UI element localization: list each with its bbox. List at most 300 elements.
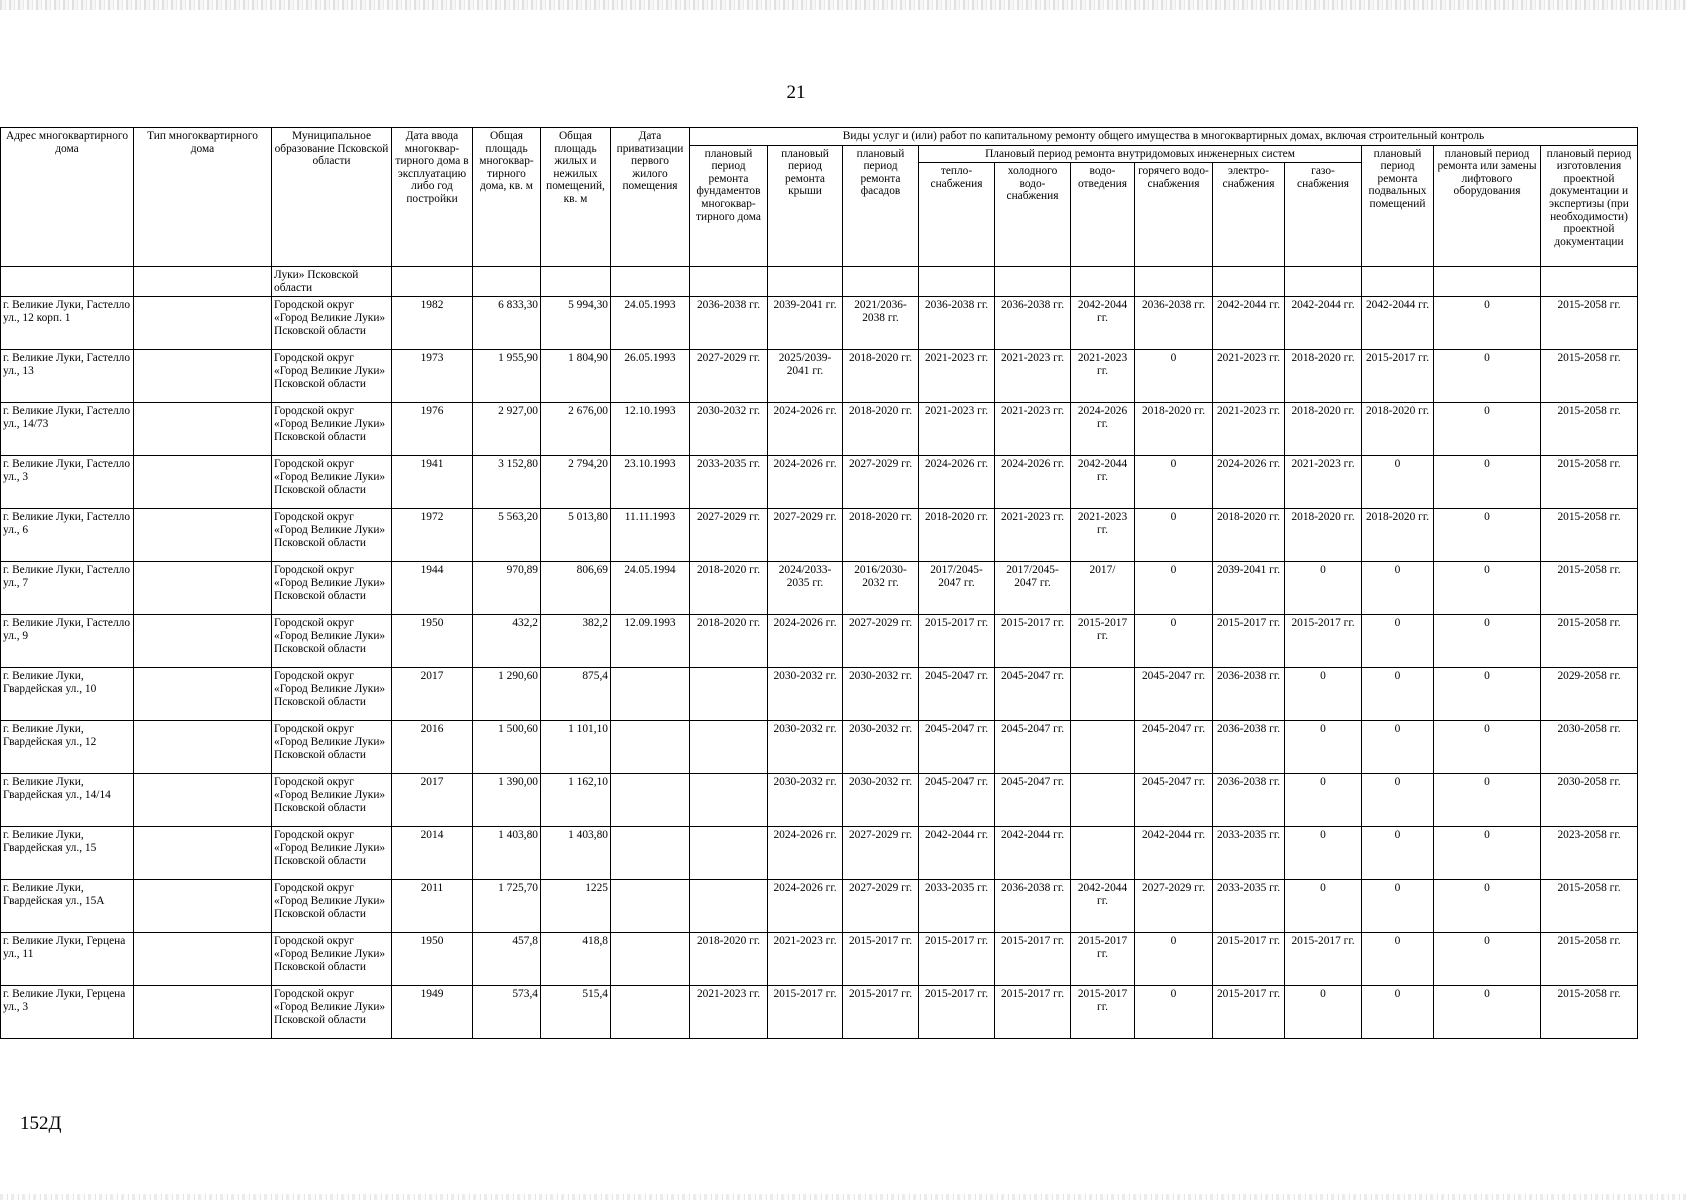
cell-municipality: Городской округ «Город Великие Луки» Псковской области bbox=[272, 509, 392, 562]
header-gas: газо-снабжения bbox=[1285, 163, 1362, 267]
cell-gas: 0 bbox=[1285, 880, 1362, 933]
cell-total-area: 1 500,60 bbox=[473, 721, 541, 774]
cell-cold-water: 2045-2047 гг. bbox=[995, 668, 1071, 721]
cell-drainage bbox=[1071, 827, 1135, 880]
cell-foundation: 2027-2029 гг. bbox=[690, 509, 768, 562]
cell-facade: 2027-2029 гг. bbox=[843, 615, 919, 668]
cell-elevator: 0 bbox=[1434, 562, 1541, 615]
cell-type bbox=[134, 456, 272, 509]
cell-drainage: 2015-2017 гг. bbox=[1071, 933, 1135, 986]
cell-cold-water: 2045-2047 гг. bbox=[995, 721, 1071, 774]
cell-facade: 2018-2020 гг. bbox=[843, 403, 919, 456]
cell-address: г. Великие Луки, Гвардейская ул., 12 bbox=[1, 721, 134, 774]
cell-total-area: 1 725,70 bbox=[473, 880, 541, 933]
cell-type bbox=[134, 403, 272, 456]
cell-elevator: 0 bbox=[1434, 880, 1541, 933]
cell-roof: 2024-2026 гг. bbox=[768, 615, 843, 668]
carryover-row bbox=[1, 267, 1638, 297]
cell-type bbox=[134, 668, 272, 721]
cell-residential-area: 1 162,10 bbox=[541, 774, 611, 827]
cell-hot-water: 0 bbox=[1135, 350, 1213, 403]
cell-address: г. Великие Луки, Гастелло ул., 7 bbox=[1, 562, 134, 615]
table-row bbox=[1, 562, 1638, 615]
cell-design: 2015-2058 гг. bbox=[1541, 615, 1638, 668]
table-row bbox=[1, 456, 1638, 509]
cell-electricity: 2036-2038 гг. bbox=[1213, 721, 1285, 774]
header-elevator: плановый период ремонта или замены лифтового оборудования bbox=[1434, 145, 1541, 267]
cell-year: 2017 bbox=[392, 668, 473, 721]
cell-foundation bbox=[690, 827, 768, 880]
cell-hot-water: 0 bbox=[1135, 615, 1213, 668]
cell-drainage: 2015-2017 гг. bbox=[1071, 615, 1135, 668]
cell-roof: 2024-2026 гг. bbox=[768, 880, 843, 933]
header-foundation: плановый период ремонта фундаментов многоквар-тирного дома bbox=[690, 145, 768, 267]
cell-residential-area: 875,4 bbox=[541, 668, 611, 721]
cell-total-area: 6 833,30 bbox=[473, 297, 541, 350]
cell-year: 1950 bbox=[392, 615, 473, 668]
cell-hot-water: 2045-2047 гг. bbox=[1135, 774, 1213, 827]
cell-cold-water: 2036-2038 гг. bbox=[995, 880, 1071, 933]
cell-heat: 2015-2017 гг. bbox=[919, 615, 995, 668]
cell-privatization: 12.10.1993 bbox=[611, 403, 690, 456]
cell-elevator: 0 bbox=[1434, 668, 1541, 721]
cell-total-area: 3 152,80 bbox=[473, 456, 541, 509]
cell-type bbox=[134, 562, 272, 615]
cell-municipality: Городской округ «Город Великие Луки» Псковской области bbox=[272, 721, 392, 774]
repair-schedule-table bbox=[0, 127, 1638, 1039]
cell-basement: 2015-2017 гг. bbox=[1362, 350, 1434, 403]
header-design-docs: плановый период изготовления проектной документации и экспертизы (при необходимости) проектной документации bbox=[1541, 145, 1638, 267]
cell-privatization: 26.05.1993 bbox=[611, 350, 690, 403]
cell-privatization bbox=[611, 827, 690, 880]
header-municipality: Муниципальное образование Псковской области bbox=[272, 128, 392, 267]
cell-gas: 2018-2020 гг. bbox=[1285, 403, 1362, 456]
cell-cold-water: 2015-2017 гг. bbox=[995, 933, 1071, 986]
cell-drainage: 2021-2023 гг. bbox=[1071, 350, 1135, 403]
cell-municipality: Городской округ «Город Великие Луки» Псковской области bbox=[272, 456, 392, 509]
cell-electricity: 2021-2023 гг. bbox=[1213, 403, 1285, 456]
cell-cold-water: 2021-2023 гг. bbox=[995, 509, 1071, 562]
cell-drainage: 2024-2026 гг. bbox=[1071, 403, 1135, 456]
table-row bbox=[1, 350, 1638, 403]
cell-address: г. Великие Луки, Гастелло ул., 9 bbox=[1, 615, 134, 668]
cell-privatization: 24.05.1993 bbox=[611, 297, 690, 350]
cell-cold-water: 2017/2045-2047 гг. bbox=[995, 562, 1071, 615]
page-number: 21 bbox=[786, 82, 806, 103]
cell-cold-water: 2021-2023 гг. bbox=[995, 403, 1071, 456]
cell-hot-water: 0 bbox=[1135, 933, 1213, 986]
cell-hot-water: 2018-2020 гг. bbox=[1135, 403, 1213, 456]
table-row bbox=[1, 827, 1638, 880]
cell-privatization bbox=[611, 986, 690, 1039]
cell-address: г. Великие Луки, Гастелло ул., 13 bbox=[1, 350, 134, 403]
cell-hot-water: 2045-2047 гг. bbox=[1135, 721, 1213, 774]
cell-municipality: Городской округ «Город Великие Луки» Псковской области bbox=[272, 615, 392, 668]
cell-residential-area: 5 994,30 bbox=[541, 297, 611, 350]
cell-drainage: 2042-2044 гг. bbox=[1071, 297, 1135, 350]
cell-hot-water: 0 bbox=[1135, 509, 1213, 562]
header-type: Тип многоквартирного дома bbox=[134, 128, 272, 267]
cell-foundation: 2021-2023 гг. bbox=[690, 986, 768, 1039]
cell-elevator: 0 bbox=[1434, 721, 1541, 774]
cell-roof: 2024-2026 гг. bbox=[768, 403, 843, 456]
cell-elevator: 0 bbox=[1434, 456, 1541, 509]
cell-roof: 2015-2017 гг. bbox=[768, 986, 843, 1039]
cell-total-area: 1 403,80 bbox=[473, 827, 541, 880]
cell-year: 1950 bbox=[392, 933, 473, 986]
table-row bbox=[1, 721, 1638, 774]
cell-foundation: 2033-2035 гг. bbox=[690, 456, 768, 509]
cell-residential-area: 2 794,20 bbox=[541, 456, 611, 509]
cell-type bbox=[134, 986, 272, 1039]
cell-design: 2015-2058 гг. bbox=[1541, 403, 1638, 456]
cell-address: г. Великие Луки, Гвардейская ул., 14/14 bbox=[1, 774, 134, 827]
cell-drainage: 2042-2044 гг. bbox=[1071, 880, 1135, 933]
table-row bbox=[1, 880, 1638, 933]
cell-type bbox=[134, 615, 272, 668]
cell-municipality: Городской округ «Город Великие Луки» Псковской области bbox=[272, 403, 392, 456]
cell-drainage bbox=[1071, 668, 1135, 721]
cell-electricity: 2015-2017 гг. bbox=[1213, 615, 1285, 668]
cell-design: 2023-2058 гг. bbox=[1541, 827, 1638, 880]
cell-heat: 2042-2044 гг. bbox=[919, 827, 995, 880]
cell-privatization bbox=[611, 933, 690, 986]
header-total-area: Общая площадь многоквар-тирного дома, кв. м bbox=[473, 128, 541, 267]
table-row bbox=[1, 986, 1638, 1039]
cell-elevator: 0 bbox=[1434, 350, 1541, 403]
cell-heat: 2045-2047 гг. bbox=[919, 721, 995, 774]
cell-heat: 2021-2023 гг. bbox=[919, 403, 995, 456]
cell-foundation: 2018-2020 гг. bbox=[690, 562, 768, 615]
header-residential-area: Общая площадь жилых и нежилых помещений, кв. м bbox=[541, 128, 611, 267]
cell-cold-water: 2045-2047 гг. bbox=[995, 774, 1071, 827]
cell-type bbox=[134, 509, 272, 562]
table-body bbox=[1, 267, 1638, 1039]
cell-year: 2011 bbox=[392, 880, 473, 933]
cell-cold-water: 2036-2038 гг. bbox=[995, 297, 1071, 350]
cell-total-area: 573,4 bbox=[473, 986, 541, 1039]
cell-heat: 2015-2017 гг. bbox=[919, 986, 995, 1039]
cell-roof: 2024/2033-2035 гг. bbox=[768, 562, 843, 615]
cell-heat: 2036-2038 гг. bbox=[919, 297, 995, 350]
cell-electricity: 2039-2041 гг. bbox=[1213, 562, 1285, 615]
cell-heat: 2018-2020 гг. bbox=[919, 509, 995, 562]
cell-residential-area: 806,69 bbox=[541, 562, 611, 615]
cell-basement: 0 bbox=[1362, 774, 1434, 827]
cell-facade: 2016/2030-2032 гг. bbox=[843, 562, 919, 615]
cell-municipality: Городской округ «Город Великие Луки» Псковской области bbox=[272, 668, 392, 721]
cell-facade: 2018-2020 гг. bbox=[843, 509, 919, 562]
cell-address: г. Великие Луки, Гастелло ул., 14/73 bbox=[1, 403, 134, 456]
cell-municipality: Городской округ «Город Великие Луки» Псковской области bbox=[272, 350, 392, 403]
cell-foundation bbox=[690, 668, 768, 721]
cell-residential-area: 1 804,90 bbox=[541, 350, 611, 403]
cell-gas: 2015-2017 гг. bbox=[1285, 933, 1362, 986]
scan-edge-top bbox=[0, 0, 1686, 10]
table-row bbox=[1, 668, 1638, 721]
cell-drainage bbox=[1071, 721, 1135, 774]
cell-hot-water: 0 bbox=[1135, 562, 1213, 615]
cell-hot-water: 0 bbox=[1135, 456, 1213, 509]
cell-total-area: 1 390,00 bbox=[473, 774, 541, 827]
cell-address: г. Великие Луки, Гастелло ул., 6 bbox=[1, 509, 134, 562]
cell-basement: 0 bbox=[1362, 562, 1434, 615]
cell-gas: 2015-2017 гг. bbox=[1285, 615, 1362, 668]
cell-elevator: 0 bbox=[1434, 774, 1541, 827]
header-facade: плановый период ремонта фасадов bbox=[843, 145, 919, 267]
cell-hot-water: 2036-2038 гг. bbox=[1135, 297, 1213, 350]
cell-total-area: 457,8 bbox=[473, 933, 541, 986]
cell-residential-area: 1225 bbox=[541, 880, 611, 933]
header-heat: тепло-снабжения bbox=[919, 163, 995, 267]
cell-drainage bbox=[1071, 774, 1135, 827]
cell-year: 1972 bbox=[392, 509, 473, 562]
cell-total-area: 1 955,90 bbox=[473, 350, 541, 403]
cell-heat: 2045-2047 гг. bbox=[919, 774, 995, 827]
cell-roof: 2021-2023 гг. bbox=[768, 933, 843, 986]
cell-residential-area: 1 101,10 bbox=[541, 721, 611, 774]
cell-design: 2015-2058 гг. bbox=[1541, 880, 1638, 933]
header-hot-water: горячего водо-снабжения bbox=[1135, 163, 1213, 267]
cell-electricity: 2033-2035 гг. bbox=[1213, 827, 1285, 880]
cell-year: 1941 bbox=[392, 456, 473, 509]
cell-municipality: Городской округ «Город Великие Луки» Псковской области bbox=[272, 297, 392, 350]
cell-facade: 2027-2029 гг. bbox=[843, 880, 919, 933]
cell-basement: 2042-2044 гг. bbox=[1362, 297, 1434, 350]
cell-design: 2015-2058 гг. bbox=[1541, 986, 1638, 1039]
cell-design: 2015-2058 гг. bbox=[1541, 297, 1638, 350]
header-cold-water: холодного водо-снабжения bbox=[995, 163, 1071, 267]
cell-facade: 2030-2032 гг. bbox=[843, 774, 919, 827]
cell-type bbox=[134, 880, 272, 933]
table-row bbox=[1, 615, 1638, 668]
cell-basement: 2018-2020 гг. bbox=[1362, 509, 1434, 562]
cell-residential-area: 515,4 bbox=[541, 986, 611, 1039]
cell-year: 1949 bbox=[392, 986, 473, 1039]
table-row bbox=[1, 933, 1638, 986]
cell-type bbox=[134, 933, 272, 986]
cell-gas: 0 bbox=[1285, 774, 1362, 827]
cell-hot-water: 2045-2047 гг. bbox=[1135, 668, 1213, 721]
cell-basement: 0 bbox=[1362, 668, 1434, 721]
cell-heat: 2045-2047 гг. bbox=[919, 668, 995, 721]
cell-gas: 0 bbox=[1285, 721, 1362, 774]
cell-privatization bbox=[611, 721, 690, 774]
cell-roof: 2030-2032 гг. bbox=[768, 668, 843, 721]
cell-drainage: 2015-2017 гг. bbox=[1071, 986, 1135, 1039]
cell-foundation bbox=[690, 774, 768, 827]
carryover-municipality: Луки» Псковской области bbox=[272, 267, 392, 297]
cell-type bbox=[134, 297, 272, 350]
header-works-group: Виды услуг и (или) работ по капитальному ремонту общего имущества в многоквартирных домах, включая строительный контроль bbox=[690, 128, 1638, 146]
cell-elevator: 0 bbox=[1434, 509, 1541, 562]
cell-electricity: 2015-2017 гг. bbox=[1213, 986, 1285, 1039]
header-privatization-date: Дата приватизации первого жилого помещения bbox=[611, 128, 690, 267]
cell-gas: 2021-2023 гг. bbox=[1285, 456, 1362, 509]
cell-gas: 0 bbox=[1285, 562, 1362, 615]
cell-design: 2015-2058 гг. bbox=[1541, 456, 1638, 509]
cell-municipality: Городской округ «Город Великие Луки» Псковской области bbox=[272, 933, 392, 986]
cell-year: 1976 bbox=[392, 403, 473, 456]
cell-address: г. Великие Луки, Герцена ул., 11 bbox=[1, 933, 134, 986]
cell-elevator: 0 bbox=[1434, 297, 1541, 350]
cell-residential-area: 2 676,00 bbox=[541, 403, 611, 456]
cell-electricity: 2015-2017 гг. bbox=[1213, 933, 1285, 986]
cell-drainage: 2021-2023 гг. bbox=[1071, 509, 1135, 562]
cell-municipality: Городской округ «Город Великие Луки» Псковской области bbox=[272, 827, 392, 880]
cell-design: 2030-2058 гг. bbox=[1541, 774, 1638, 827]
cell-basement: 0 bbox=[1362, 721, 1434, 774]
cell-residential-area: 418,8 bbox=[541, 933, 611, 986]
cell-cold-water: 2015-2017 гг. bbox=[995, 986, 1071, 1039]
cell-facade: 2030-2032 гг. bbox=[843, 668, 919, 721]
cell-cold-water: 2024-2026 гг. bbox=[995, 456, 1071, 509]
cell-roof: 2039-2041 гг. bbox=[768, 297, 843, 350]
cell-roof: 2025/2039-2041 гг. bbox=[768, 350, 843, 403]
cell-year: 2014 bbox=[392, 827, 473, 880]
cell-design: 2015-2058 гг. bbox=[1541, 350, 1638, 403]
cell-heat: 2033-2035 гг. bbox=[919, 880, 995, 933]
cell-total-area: 2 927,00 bbox=[473, 403, 541, 456]
cell-hot-water: 2042-2044 гг. bbox=[1135, 827, 1213, 880]
cell-design: 2029-2058 гг. bbox=[1541, 668, 1638, 721]
cell-electricity: 2033-2035 гг. bbox=[1213, 880, 1285, 933]
cell-address: г. Великие Луки, Гастелло ул., 3 bbox=[1, 456, 134, 509]
cell-municipality: Городской округ «Город Великие Луки» Псковской области bbox=[272, 880, 392, 933]
table-row bbox=[1, 403, 1638, 456]
cell-address: г. Великие Луки, Гастелло ул., 12 корп. 1 bbox=[1, 297, 134, 350]
cell-year: 1944 bbox=[392, 562, 473, 615]
cell-gas: 0 bbox=[1285, 827, 1362, 880]
cell-gas: 2018-2020 гг. bbox=[1285, 350, 1362, 403]
cell-foundation: 2036-2038 гг. bbox=[690, 297, 768, 350]
cell-basement: 0 bbox=[1362, 456, 1434, 509]
cell-elevator: 0 bbox=[1434, 615, 1541, 668]
cell-facade: 2021/2036-2038 гг. bbox=[843, 297, 919, 350]
cell-design: 2015-2058 гг. bbox=[1541, 933, 1638, 986]
cell-privatization: 23.10.1993 bbox=[611, 456, 690, 509]
cell-address: г. Великие Луки, Гвардейская ул., 15А bbox=[1, 880, 134, 933]
cell-heat: 2021-2023 гг. bbox=[919, 350, 995, 403]
header-commission-date: Дата ввода многоквар-тирного дома в эксплуатацию либо год постройки bbox=[392, 128, 473, 267]
cell-privatization bbox=[611, 668, 690, 721]
cell-gas: 2042-2044 гг. bbox=[1285, 297, 1362, 350]
cell-foundation: 2030-2032 гг. bbox=[690, 403, 768, 456]
cell-basement: 0 bbox=[1362, 933, 1434, 986]
cell-privatization bbox=[611, 880, 690, 933]
cell-type bbox=[134, 774, 272, 827]
document-code: 152Д bbox=[20, 1113, 62, 1134]
cell-basement: 0 bbox=[1362, 880, 1434, 933]
cell-year: 2016 bbox=[392, 721, 473, 774]
cell-facade: 2027-2029 гг. bbox=[843, 456, 919, 509]
cell-foundation bbox=[690, 880, 768, 933]
cell-residential-area: 1 403,80 bbox=[541, 827, 611, 880]
cell-residential-area: 382,2 bbox=[541, 615, 611, 668]
cell-residential-area: 5 013,80 bbox=[541, 509, 611, 562]
cell-address: г. Великие Луки, Гвардейская ул., 15 bbox=[1, 827, 134, 880]
table-row bbox=[1, 509, 1638, 562]
cell-hot-water: 0 bbox=[1135, 986, 1213, 1039]
cell-gas: 0 bbox=[1285, 986, 1362, 1039]
cell-basement: 0 bbox=[1362, 986, 1434, 1039]
cell-type bbox=[134, 827, 272, 880]
header-drainage: водо-отведения bbox=[1071, 163, 1135, 267]
cell-cold-water: 2015-2017 гг. bbox=[995, 615, 1071, 668]
cell-year: 2017 bbox=[392, 774, 473, 827]
cell-facade: 2018-2020 гг. bbox=[843, 350, 919, 403]
cell-municipality: Городской округ «Город Великие Луки» Псковской области bbox=[272, 774, 392, 827]
cell-total-area: 432,2 bbox=[473, 615, 541, 668]
cell-privatization: 11.11.1993 bbox=[611, 509, 690, 562]
cell-municipality: Городской округ «Город Великие Луки» Псковской области bbox=[272, 986, 392, 1039]
cell-facade: 2030-2032 гг. bbox=[843, 721, 919, 774]
header-basement: плановый период ремонта подвальных помещений bbox=[1362, 145, 1434, 267]
cell-address: г. Великие Луки, Герцена ул., 3 bbox=[1, 986, 134, 1039]
cell-facade: 2027-2029 гг. bbox=[843, 827, 919, 880]
cell-design: 2015-2058 гг. bbox=[1541, 509, 1638, 562]
cell-elevator: 0 bbox=[1434, 403, 1541, 456]
cell-cold-water: 2021-2023 гг. bbox=[995, 350, 1071, 403]
cell-basement: 0 bbox=[1362, 615, 1434, 668]
cell-roof: 2024-2026 гг. bbox=[768, 827, 843, 880]
cell-facade: 2015-2017 гг. bbox=[843, 933, 919, 986]
cell-heat: 2015-2017 гг. bbox=[919, 933, 995, 986]
cell-electricity: 2036-2038 гг. bbox=[1213, 668, 1285, 721]
cell-elevator: 0 bbox=[1434, 986, 1541, 1039]
cell-basement: 0 bbox=[1362, 827, 1434, 880]
cell-total-area: 1 290,60 bbox=[473, 668, 541, 721]
cell-heat: 2024-2026 гг. bbox=[919, 456, 995, 509]
cell-cold-water: 2042-2044 гг. bbox=[995, 827, 1071, 880]
header-roof: плановый период ремонта крыши bbox=[768, 145, 843, 267]
cell-foundation: 2018-2020 гг. bbox=[690, 615, 768, 668]
cell-electricity: 2036-2038 гг. bbox=[1213, 774, 1285, 827]
header-address: Адрес многоквартирного дома bbox=[1, 128, 134, 267]
cell-electricity: 2018-2020 гг. bbox=[1213, 509, 1285, 562]
cell-gas: 2018-2020 гг. bbox=[1285, 509, 1362, 562]
scan-edge-bottom bbox=[0, 1194, 1686, 1200]
cell-drainage: 2042-2044 гг. bbox=[1071, 456, 1135, 509]
cell-total-area: 970,89 bbox=[473, 562, 541, 615]
cell-design: 2015-2058 гг. bbox=[1541, 562, 1638, 615]
cell-municipality: Городской округ «Город Великие Луки» Псковской области bbox=[272, 562, 392, 615]
cell-privatization bbox=[611, 774, 690, 827]
cell-facade: 2015-2017 гг. bbox=[843, 986, 919, 1039]
cell-privatization: 24.05.1994 bbox=[611, 562, 690, 615]
table-row bbox=[1, 774, 1638, 827]
cell-design: 2030-2058 гг. bbox=[1541, 721, 1638, 774]
cell-electricity: 2042-2044 гг. bbox=[1213, 297, 1285, 350]
cell-privatization: 12.09.1993 bbox=[611, 615, 690, 668]
cell-roof: 2027-2029 гг. bbox=[768, 509, 843, 562]
cell-foundation bbox=[690, 721, 768, 774]
cell-electricity: 2024-2026 гг. bbox=[1213, 456, 1285, 509]
cell-elevator: 0 bbox=[1434, 933, 1541, 986]
cell-type bbox=[134, 721, 272, 774]
cell-foundation: 2027-2029 гг. bbox=[690, 350, 768, 403]
cell-address: г. Великие Луки, Гвардейская ул., 10 bbox=[1, 668, 134, 721]
cell-year: 1982 bbox=[392, 297, 473, 350]
cell-elevator: 0 bbox=[1434, 827, 1541, 880]
cell-electricity: 2021-2023 гг. bbox=[1213, 350, 1285, 403]
cell-drainage: 2017/ bbox=[1071, 562, 1135, 615]
cell-basement: 2018-2020 гг. bbox=[1362, 403, 1434, 456]
cell-heat: 2017/2045-2047 гг. bbox=[919, 562, 995, 615]
cell-roof: 2030-2032 гг. bbox=[768, 774, 843, 827]
cell-hot-water: 2027-2029 гг. bbox=[1135, 880, 1213, 933]
cell-roof: 2024-2026 гг. bbox=[768, 456, 843, 509]
